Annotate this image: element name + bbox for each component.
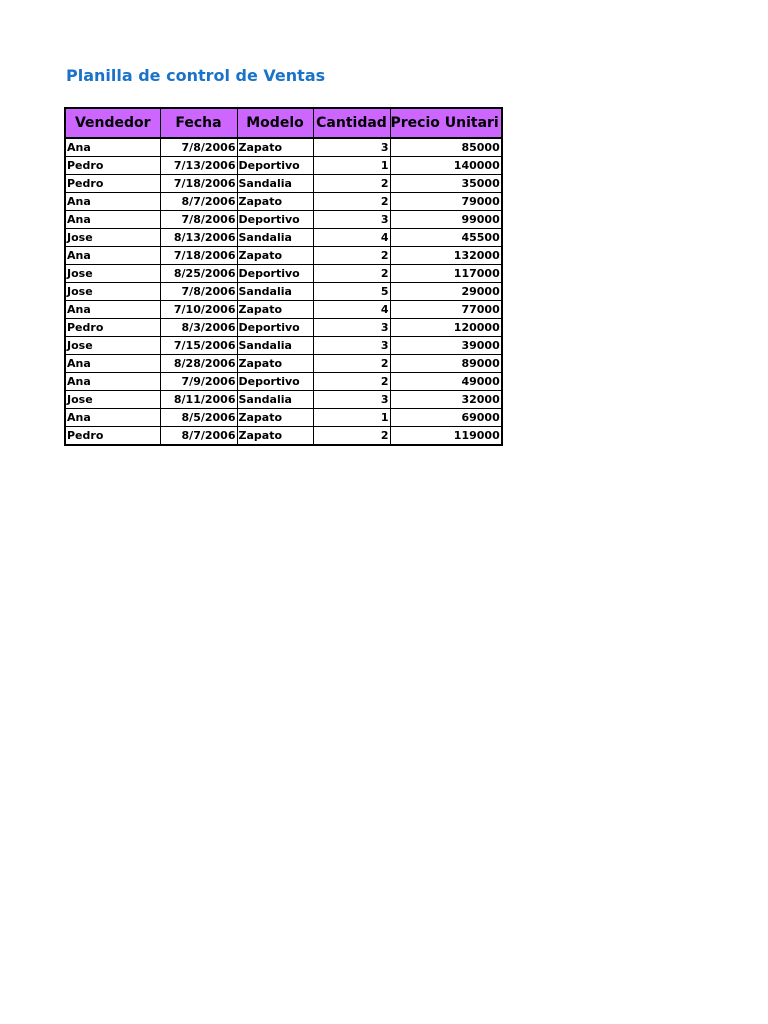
table-row: [65, 247, 502, 265]
cell-cantidad[interactable]: 3: [313, 138, 390, 157]
cell-precio[interactable]: 85000: [390, 138, 502, 157]
cell-fecha[interactable]: 8/7/2006: [160, 193, 237, 211]
cell-precio[interactable]: 132000: [390, 247, 502, 265]
cell-modelo[interactable]: Zapato: [237, 247, 313, 265]
cell-precio[interactable]: 120000: [390, 319, 502, 337]
cell-modelo[interactable]: Zapato: [237, 355, 313, 373]
sheet-title: Planilla de control de Ventas: [66, 66, 326, 85]
cell-modelo[interactable]: Deportivo: [237, 211, 313, 229]
header-modelo[interactable]: Modelo: [237, 108, 313, 138]
table-row: [65, 175, 502, 193]
cell-vendedor[interactable]: Jose: [65, 283, 160, 301]
cell-vendedor[interactable]: Ana: [65, 138, 160, 157]
cell-precio[interactable]: 79000: [390, 193, 502, 211]
cell-fecha[interactable]: 8/11/2006: [160, 391, 237, 409]
cell-modelo[interactable]: Zapato: [237, 193, 313, 211]
cell-modelo[interactable]: Zapato: [237, 409, 313, 427]
cell-modelo[interactable]: Sandalia: [237, 229, 313, 247]
cell-precio[interactable]: 117000: [390, 265, 502, 283]
cell-vendedor[interactable]: Ana: [65, 409, 160, 427]
cell-vendedor[interactable]: Ana: [65, 247, 160, 265]
cell-vendedor[interactable]: Ana: [65, 211, 160, 229]
cell-fecha[interactable]: 7/15/2006: [160, 337, 237, 355]
cell-vendedor[interactable]: Ana: [65, 301, 160, 319]
cell-fecha[interactable]: 7/10/2006: [160, 301, 237, 319]
table-row: [65, 337, 502, 355]
cell-precio[interactable]: 89000: [390, 355, 502, 373]
cell-cantidad[interactable]: 4: [313, 229, 390, 247]
cell-cantidad[interactable]: 2: [313, 247, 390, 265]
cell-cantidad[interactable]: 4: [313, 301, 390, 319]
cell-fecha[interactable]: 7/8/2006: [160, 283, 237, 301]
cell-vendedor[interactable]: Jose: [65, 337, 160, 355]
cell-modelo[interactable]: Sandalia: [237, 175, 313, 193]
cell-precio[interactable]: 77000: [390, 301, 502, 319]
cell-cantidad[interactable]: 3: [313, 211, 390, 229]
cell-fecha[interactable]: 7/9/2006: [160, 373, 237, 391]
cell-vendedor[interactable]: Pedro: [65, 175, 160, 193]
cell-fecha[interactable]: 7/8/2006: [160, 211, 237, 229]
cell-precio[interactable]: 35000: [390, 175, 502, 193]
cell-cantidad[interactable]: 2: [313, 373, 390, 391]
cell-vendedor[interactable]: Ana: [65, 373, 160, 391]
cell-cantidad[interactable]: 2: [313, 175, 390, 193]
cell-cantidad[interactable]: 2: [313, 427, 390, 446]
cell-cantidad[interactable]: 2: [313, 193, 390, 211]
cell-fecha[interactable]: 8/5/2006: [160, 409, 237, 427]
cell-cantidad[interactable]: 5: [313, 283, 390, 301]
cell-cantidad[interactable]: 2: [313, 355, 390, 373]
table-row: [65, 355, 502, 373]
table-row: [65, 409, 502, 427]
cell-modelo[interactable]: Deportivo: [237, 373, 313, 391]
cell-precio[interactable]: 45500: [390, 229, 502, 247]
table-row: [65, 211, 502, 229]
table-row: [65, 427, 502, 446]
cell-cantidad[interactable]: 1: [313, 409, 390, 427]
cell-vendedor[interactable]: Pedro: [65, 427, 160, 446]
cell-fecha[interactable]: 8/13/2006: [160, 229, 237, 247]
cell-fecha[interactable]: 7/13/2006: [160, 157, 237, 175]
cell-precio[interactable]: 49000: [390, 373, 502, 391]
cell-fecha[interactable]: 7/18/2006: [160, 175, 237, 193]
cell-precio[interactable]: 32000: [390, 391, 502, 409]
table-row: [65, 301, 502, 319]
cell-cantidad[interactable]: 3: [313, 391, 390, 409]
cell-cantidad[interactable]: 2: [313, 265, 390, 283]
table-row: [65, 373, 502, 391]
cell-fecha[interactable]: 8/28/2006: [160, 355, 237, 373]
cell-fecha[interactable]: 8/3/2006: [160, 319, 237, 337]
header-cantidad[interactable]: Cantidad: [313, 108, 390, 138]
table-row: [65, 193, 502, 211]
cell-precio[interactable]: 69000: [390, 409, 502, 427]
cell-modelo[interactable]: Sandalia: [237, 337, 313, 355]
cell-fecha[interactable]: 7/8/2006: [160, 138, 237, 157]
table-row: [65, 138, 502, 157]
header-row: [65, 108, 502, 138]
header-vendedor[interactable]: Vendedor: [65, 108, 160, 138]
cell-fecha[interactable]: 7/18/2006: [160, 247, 237, 265]
table-body: [65, 138, 502, 445]
header-precio-unitario-label: Precio Unitari: [390, 115, 499, 131]
sales-table: [64, 107, 503, 446]
cell-fecha[interactable]: 8/7/2006: [160, 427, 237, 446]
cell-modelo[interactable]: Zapato: [237, 138, 313, 157]
header-precio-unitario[interactable]: [390, 108, 502, 138]
cell-modelo[interactable]: Deportivo: [237, 265, 313, 283]
table-row: [65, 157, 502, 175]
cell-modelo[interactable]: Sandalia: [237, 283, 313, 301]
cell-vendedor[interactable]: Jose: [65, 391, 160, 409]
cell-precio[interactable]: 140000: [390, 157, 502, 175]
table-row: [65, 283, 502, 301]
cell-cantidad[interactable]: 1: [313, 157, 390, 175]
cell-modelo[interactable]: Sandalia: [237, 391, 313, 409]
header-fecha[interactable]: Fecha: [160, 108, 237, 138]
cell-vendedor[interactable]: Pedro: [65, 157, 160, 175]
cell-cantidad[interactable]: 3: [313, 337, 390, 355]
cell-modelo[interactable]: Deportivo: [237, 157, 313, 175]
cell-precio[interactable]: 119000: [390, 427, 502, 446]
cell-vendedor[interactable]: Ana: [65, 355, 160, 373]
table-row: [65, 391, 502, 409]
cell-precio[interactable]: 39000: [390, 337, 502, 355]
cell-vendedor[interactable]: Ana: [65, 193, 160, 211]
cell-vendedor[interactable]: Pedro: [65, 319, 160, 337]
cell-modelo[interactable]: Zapato: [237, 427, 313, 446]
cell-cantidad[interactable]: 3: [313, 319, 390, 337]
table-row: [65, 229, 502, 247]
cell-precio[interactable]: 99000: [390, 211, 502, 229]
cell-modelo[interactable]: Deportivo: [237, 319, 313, 337]
cell-vendedor[interactable]: Jose: [65, 229, 160, 247]
cell-modelo[interactable]: Zapato: [237, 301, 313, 319]
table-row: [65, 265, 502, 283]
cell-vendedor[interactable]: Jose: [65, 265, 160, 283]
cell-precio[interactable]: 29000: [390, 283, 502, 301]
cell-fecha[interactable]: 8/25/2006: [160, 265, 237, 283]
table-row: [65, 319, 502, 337]
